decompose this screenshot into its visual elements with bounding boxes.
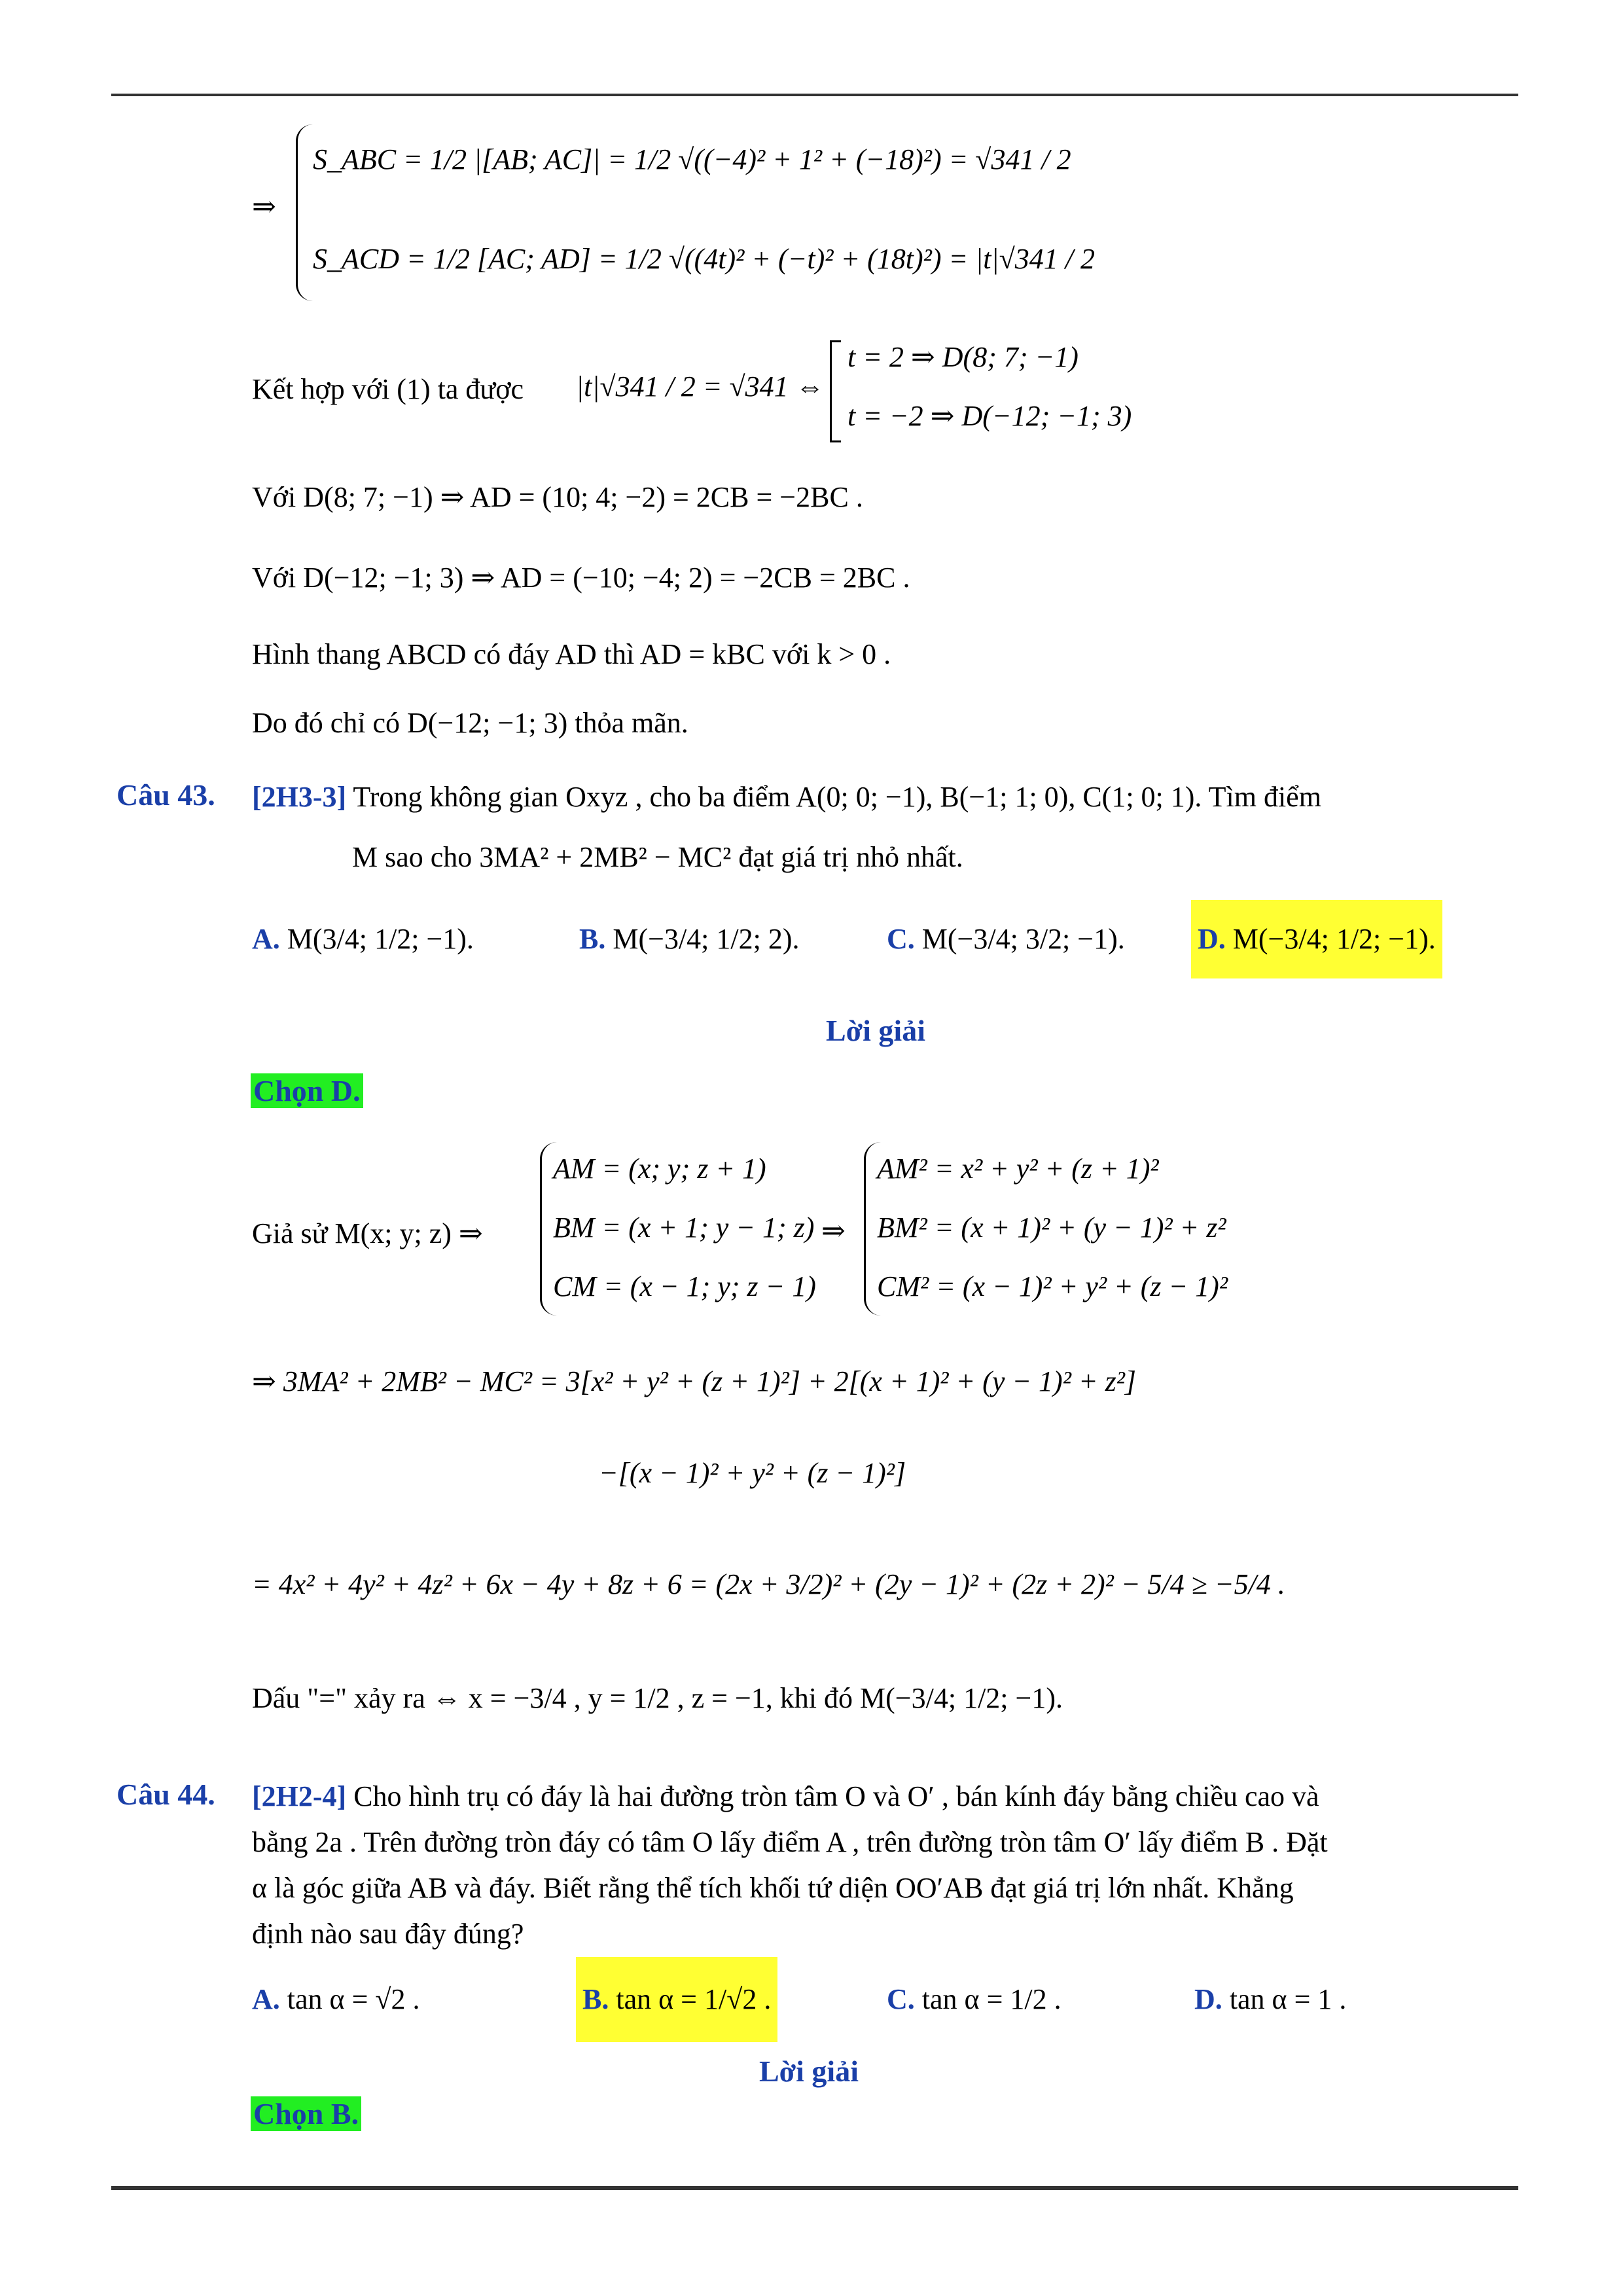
- q43-square-bm: BM² = (x + 1)² + (y − 1)² + z²: [877, 1211, 1226, 1244]
- question-43-number: Câu 43.: [116, 778, 215, 812]
- question-44-line2: bằng 2a . Trên đường tròn đáy có tâm O lấy điểm A , trên đường tròn tâm O′ lấy điểm B . Đặt: [252, 1826, 1328, 1858]
- q44-solution-title: Lời giải: [759, 2054, 859, 2088]
- q43-option-a-text: M(3/4; 1/2; −1).: [287, 923, 474, 955]
- q43-solution-title: Lời giải: [826, 1014, 925, 1047]
- q43-option-b[interactable]: [579, 920, 800, 959]
- q43-option-d-text: M(−3/4; 1/2; −1).: [1232, 923, 1436, 955]
- question-43-line1: [252, 778, 1321, 817]
- case-t-equals-2: t = 2 ⇒ D(8; 7; −1): [847, 341, 1079, 373]
- combine-text: Kết hợp với (1) ta được: [252, 373, 524, 405]
- q43-suppose: Giả sử M(x; y; z) ⇒: [252, 1217, 483, 1249]
- question-43-text-1: Trong không gian Oxyz , cho ba điểm A(0; 0; −1), B(−1; 1; 0), C(1; 0; 1). Tìm điểm: [353, 781, 1321, 813]
- question-44-line4: định nào sau đây đúng?: [252, 1918, 524, 1950]
- header-rule: [111, 94, 1518, 96]
- q43-choose-answer: Chọn D.: [251, 1073, 363, 1108]
- q43-option-b-text: M(−3/4; 1/2; 2).: [613, 923, 800, 955]
- case-bracket: [830, 340, 841, 442]
- area-acd-formula: S_ACD = 1/2 [AC; AD] = 1/2 √((4t)² + (−t)² + (18t)²) = |t|√341 / 2: [313, 243, 1095, 275]
- q43-option-b-letter: B.: [579, 923, 606, 955]
- question-44-line3: α là góc giữa AB và đáy. Biết rằng thể tích khối tứ diện OO′AB đạt giá trị lớn nhất. Khẳng: [252, 1872, 1294, 1904]
- implies-sign: ⇒: [252, 190, 276, 223]
- q43-option-c[interactable]: [887, 920, 1125, 959]
- q43-square-am: AM² = x² + y² + (z + 1)²: [877, 1153, 1159, 1185]
- q43-option-a-letter: A.: [252, 923, 280, 955]
- question-44-line1: [252, 1777, 1319, 1816]
- q43-implies-2: ⇒: [821, 1215, 846, 1247]
- q44-option-c-text: tan α = 1/2 .: [921, 1983, 1061, 2015]
- q44-option-d[interactable]: [1194, 1980, 1346, 2019]
- q44-option-a-letter: A.: [252, 1983, 280, 2015]
- footer-rule: [111, 2186, 1518, 2190]
- q43-option-c-text: M(−3/4; 3/2; −1).: [921, 923, 1125, 955]
- q43-option-d[interactable]: [1191, 900, 1442, 978]
- conclusion-line: Do đó chỉ có D(−12; −1; 3) thỏa mãn.: [252, 707, 688, 739]
- q44-option-b-text: tan α = 1/√2 .: [616, 1983, 772, 2015]
- q44-option-b[interactable]: [576, 1957, 777, 2042]
- q43-expansion-line2: −[(x − 1)² + y² + (z − 1)²]: [599, 1457, 906, 1489]
- q44-choose-answer: Chọn B.: [251, 2096, 361, 2131]
- question-43-tag: [2H3-3]: [252, 781, 347, 813]
- q44-option-c-letter: C.: [887, 1983, 915, 2015]
- trapezoid-line: Hình thang ABCD có đáy AD thì AD = kBC với k > 0 .: [252, 638, 891, 670]
- question-44-tag: [2H2-4]: [252, 1780, 347, 1812]
- question-43-line2: M sao cho 3MA² + 2MB² − MC² đạt giá trị nhỏ nhất.: [352, 841, 963, 873]
- combine-equation: |t|√341 / 2 = √341 ⇔: [576, 370, 825, 403]
- q44-option-c[interactable]: [887, 1980, 1061, 2019]
- q43-vector-am: AM = (x; y; z + 1): [553, 1153, 766, 1185]
- q43-expansion-line1: ⇒ 3MA² + 2MB² − MC² = 3[x² + y² + (z + 1)²] + 2[(x + 1)² + (y − 1)² + z²]: [252, 1365, 1137, 1397]
- with-d1-line: Với D(8; 7; −1) ⇒ AD = (10; 4; −2) = 2CB = −2BC .: [252, 481, 863, 513]
- q43-expansion-line3: = 4x² + 4y² + 4z² + 6x − 4y + 8z + 6 = (2x + 3/2)² + (2y − 1)² + (2z + 2)² − 5/4 ≥ −5/4 .: [252, 1568, 1285, 1600]
- q43-option-c-letter: C.: [887, 923, 915, 955]
- q44-option-d-letter: D.: [1194, 1983, 1222, 2015]
- q44-option-b-letter: B.: [582, 1983, 609, 2015]
- q43-equality-condition: Dấu "=" xảy ra ⇔ x = −3/4 , y = 1/2 , z = −1, khi đó M(−3/4; 1/2; −1).: [252, 1682, 1063, 1714]
- with-d2-line: Với D(−12; −1; 3) ⇒ AD = (−10; −4; 2) = −2CB = 2BC .: [252, 562, 910, 594]
- q43-option-a[interactable]: [252, 920, 474, 959]
- q43-vector-cm: CM = (x − 1; y; z − 1): [553, 1270, 816, 1302]
- q43-vector-bm: BM = (x + 1; y − 1; z): [553, 1211, 815, 1244]
- q44-option-d-text: tan α = 1 .: [1229, 1983, 1347, 2015]
- question-44-text-1: Cho hình trụ có đáy là hai đường tròn tâm O và O′ , bán kính đáy bằng chiều cao và: [353, 1780, 1319, 1812]
- q43-square-cm: CM² = (x − 1)² + y² + (z − 1)²: [877, 1270, 1228, 1302]
- q44-option-a[interactable]: [252, 1980, 420, 2019]
- area-abc-formula: S_ABC = 1/2 |[AB; AC]| = 1/2 √((−4)² + 1² + (−18)²) = √341 / 2: [313, 143, 1071, 175]
- q43-option-d-letter: D.: [1198, 923, 1226, 955]
- q44-option-a-text: tan α = √2 .: [287, 1983, 420, 2015]
- case-t-equals-minus-2: t = −2 ⇒ D(−12; −1; 3): [847, 400, 1132, 432]
- question-44-number: Câu 44.: [116, 1778, 215, 1811]
